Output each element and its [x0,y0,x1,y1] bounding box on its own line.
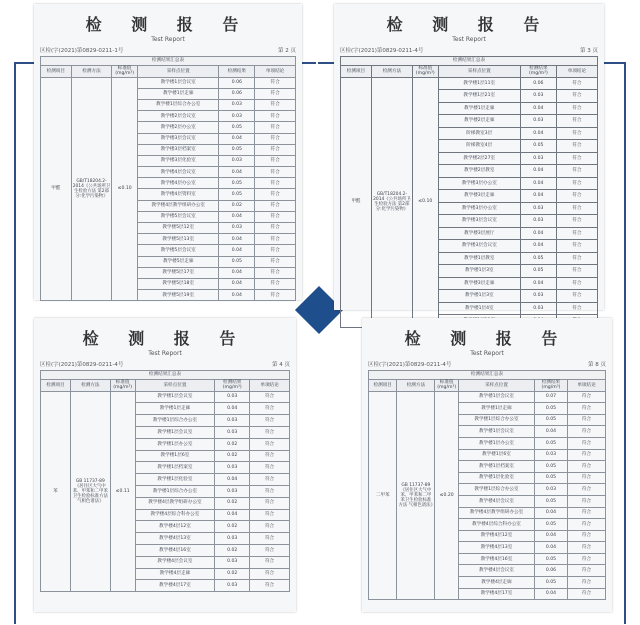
sampling-location-cell: 教学楼1层会议室 [459,426,535,438]
sampling-location-cell: 教学楼1层3室 [438,265,520,278]
results-table [340,56,598,328]
sampling-location-cell: 教学楼4层教学组研办公室 [459,507,535,519]
test-item-cell: 甲醛 [341,77,372,327]
conclusion-cell: 符合 [255,234,296,245]
sampling-location-cell: 教学楼1层会议室 [137,77,219,88]
sampling-location-cell: 教学楼3层走廊 [438,277,520,290]
conclusion-cell: 符合 [250,415,290,427]
sampling-location-cell: 教学楼4层12室 [459,530,535,542]
result-cell: 0.04 [534,426,567,438]
sampling-location-cell: 教学楼3层会议室 [438,215,520,228]
conclusion-cell: 符合 [556,77,597,90]
conclusion-cell: 符合 [568,472,606,484]
sampling-location-cell: 教学楼1层走廊 [137,88,219,99]
sampling-location-cell: 教学楼3层档案室 [137,144,219,155]
result-cell: 0.02 [215,450,250,462]
result-cell: 0.04 [219,267,255,278]
conclusion-cell: 符合 [568,530,606,542]
report-page [362,318,612,612]
result-cell: 0.05 [219,122,255,133]
report-number: 区检(字(2021)第0829-0211-1号 [40,48,124,54]
conclusion-cell: 符合 [556,152,597,165]
column-header: 采样点位置 [137,66,219,78]
conclusion-cell: 符合 [255,155,296,166]
conclusion-cell: 符合 [255,211,296,222]
sampling-location-cell: 教学楼5层会议室 [137,211,219,222]
sampling-location-cell: 教学楼1层档案室 [135,462,215,474]
sampling-location-cell: 教学楼4层会议室 [135,556,215,568]
report-title: 检 测 报 告 [82,329,248,348]
conclusion-cell: 符合 [255,200,296,211]
report-meta [334,43,604,55]
conclusion-cell: 符合 [250,426,290,438]
sampling-location-cell: 教学楼1层教室 [438,252,520,265]
conclusion-cell: 符合 [568,403,606,415]
result-cell: 0.04 [215,474,250,486]
column-header: 检测方法 [71,66,112,78]
report-meta [34,357,296,369]
sampling-location-cell: 教学楼3层走廊 [438,190,520,203]
column-header: 单项结论 [556,66,597,78]
report-meta [34,43,302,55]
conclusion-cell: 符合 [255,167,296,178]
result-cell: 0.03 [215,580,250,592]
sampling-location-cell: 教学楼4层综合科办公室 [459,519,535,531]
sampling-location-cell: 教学楼4层走廊 [135,568,215,580]
column-header: 单项结论 [250,380,290,392]
conclusion-cell: 符合 [568,542,606,554]
page-number: 第 4 页 [272,362,290,368]
sampling-location-cell: 教学楼4层教学组研办公室 [137,200,219,211]
report-number: 区检(字(2021)第0829-0211-4号 [368,362,452,368]
result-cell: 0.03 [534,449,567,461]
column-header: 检测结果(mg/m³) [534,380,567,392]
conclusion-cell: 符合 [556,277,597,290]
sampling-location-cell: 教学楼1层综合办公室 [137,99,219,110]
conclusion-cell: 符合 [568,449,606,461]
report-subtitle: Test Report [452,36,486,43]
sampling-location-cell: 教学楼4层会议室 [459,495,535,507]
result-cell: 0.04 [219,278,255,289]
column-header: 采样点位置 [438,66,520,78]
result-cell: 0.05 [534,495,567,507]
conclusion-cell: 符合 [568,507,606,519]
conclusion-cell: 符合 [250,474,290,486]
sampling-location-cell: 教学楼4层教学组研办公室 [135,497,215,509]
sampling-location-cell: 教学楼5层12室 [137,223,219,234]
test-item-cell: 甲醛 [41,77,72,301]
sampling-location-cell: 教学楼1层21室 [438,90,520,103]
result-cell: 0.06 [219,77,255,88]
conclusion-cell: 符合 [556,102,597,115]
conclusion-cell: 符合 [556,140,597,153]
sampling-location-cell: 教学楼4层会议室 [137,167,219,178]
result-cell: 0.03 [219,223,255,234]
sampling-location-cell: 教学楼3层办公室 [438,202,520,215]
conclusion-cell: 符合 [568,577,606,589]
sampling-location-cell: 教学楼4层16室 [135,544,215,556]
result-cell: 0.03 [215,415,250,427]
sampling-location-cell: 教学楼1层6室 [459,449,535,461]
sampling-location-cell: 教学楼3层化验室 [137,155,219,166]
result-cell: 0.05 [219,144,255,155]
column-header: 标准值(mg/m³) [110,380,135,392]
conclusion-cell: 符合 [556,252,597,265]
sampling-location-cell: 教学楼2层会议室 [137,111,219,122]
sampling-location-cell: 教学楼1层档案室 [459,461,535,473]
report-subtitle: Test Report [148,350,182,357]
page-number: 第 3 页 [580,48,598,54]
result-cell: 0.03 [215,391,250,403]
conclusion-cell: 符合 [250,403,290,415]
standard-value-cell: ≤0.10 [412,77,438,327]
conclusion-cell: 符合 [255,189,296,200]
result-cell: 0.05 [534,403,567,415]
standard-value-cell: ≤0.11 [110,391,135,592]
sampling-location-cell: 教学楼4层12室 [135,521,215,533]
result-cell: 0.04 [520,190,556,203]
result-cell: 0.05 [219,178,255,189]
result-cell: 0.05 [534,414,567,426]
sampling-location-cell: 教学楼1层会议室 [459,391,535,403]
table-caption: 检测结果汇总表 [41,371,290,380]
result-cell: 0.03 [215,426,250,438]
sampling-location-cell: 教学楼2层27室 [438,152,520,165]
conclusion-cell: 符合 [556,165,597,178]
conclusion-cell: 符合 [250,497,290,509]
sampling-location-cell: 教学楼1层化验室 [459,472,535,484]
result-cell: 0.05 [219,256,255,267]
report-number: 区检(字(2021)第0829-0211-4号 [340,48,424,54]
result-cell: 0.02 [215,568,250,580]
sampling-location-cell: 教学楼5层17室 [137,267,219,278]
result-cell: 0.04 [534,588,567,600]
conclusion-cell: 符合 [255,245,296,256]
result-cell: 0.03 [520,152,556,165]
conclusion-cell: 符合 [568,553,606,565]
test-item-cell: 二甲苯 [369,391,397,600]
sampling-location-cell: 教学楼5层走廊 [137,256,219,267]
sampling-location-cell: 教学楼1层11室 [438,77,520,90]
sampling-location-cell: 教学楼1层化验室 [135,474,215,486]
result-cell: 0.03 [219,111,255,122]
sampling-location-cell: 教学楼1层办公室 [459,437,535,449]
column-header: 采样点位置 [135,380,215,392]
sampling-location-cell: 教学楼4层资料室 [137,189,219,200]
result-cell: 0.05 [534,577,567,589]
conclusion-cell: 符合 [250,556,290,568]
result-cell: 0.03 [215,533,250,545]
result-cell: 0.05 [534,472,567,484]
result-cell: 0.02 [215,438,250,450]
result-cell: 0.04 [520,165,556,178]
conclusion-cell: 符合 [255,88,296,99]
table-row [369,391,606,403]
sampling-location-cell: 教学楼1层走廊 [135,403,215,415]
result-cell: 0.05 [534,437,567,449]
result-cell: 0.03 [215,485,250,497]
result-cell: 0.04 [219,167,255,178]
conclusion-cell: 符合 [250,462,290,474]
table-caption: 检测结果汇总表 [41,57,296,66]
conclusion-cell: 符合 [556,290,597,303]
result-cell: 0.04 [215,403,250,415]
sampling-location-cell: 教学楼4层会议室 [459,565,535,577]
column-header: 检测项目 [369,380,397,392]
conclusion-cell: 符合 [556,177,597,190]
column-header: 检测方法 [70,380,110,392]
result-cell: 0.03 [215,462,250,474]
table-caption: 检测结果汇总表 [369,371,606,380]
column-header: 单项结论 [568,380,606,392]
conclusion-cell: 符合 [255,111,296,122]
conclusion-cell: 符合 [556,127,597,140]
column-header: 检测方法 [371,66,412,78]
sampling-location-cell: 教学楼5层19室 [137,290,219,301]
conclusion-cell: 符合 [250,450,290,462]
result-cell: 0.04 [219,234,255,245]
result-cell: 0.05 [534,461,567,473]
sampling-location-cell: 教学楼4层综合科办公室 [135,509,215,521]
conclusion-cell: 符合 [250,438,290,450]
conclusion-cell: 符合 [568,588,606,600]
conclusion-cell: 符合 [255,267,296,278]
sampling-location-cell: 教学楼3层会议室 [438,240,520,253]
result-cell: 0.03 [534,484,567,496]
conclusion-cell: 符合 [556,202,597,215]
report-title: 检 测 报 告 [386,15,552,34]
result-cell: 0.03 [520,302,556,315]
result-cell: 0.05 [534,553,567,565]
conclusion-cell: 符合 [568,461,606,473]
report-page [34,4,302,300]
result-cell: 0.04 [520,102,556,115]
conclusion-cell: 符合 [556,240,597,253]
sampling-location-cell: 教学楼1层走廊 [438,102,520,115]
sampling-location-cell: 教学楼1层6室 [135,450,215,462]
sampling-location-cell: 教学楼4层17室 [459,588,535,600]
sampling-location-cell: 阶梯教室4层 [438,140,520,153]
result-cell: 0.02 [219,200,255,211]
column-header: 检测项目 [41,380,71,392]
results-table [368,370,606,600]
conclusion-cell: 符合 [255,223,296,234]
result-cell: 0.03 [219,99,255,110]
sampling-location-cell: 教学楼1层综合办公室 [135,415,215,427]
test-method-cell: GB 11737-89《居住区大气中苯、甲苯和二甲苯卫生检验标准方法 气相色谱法》 [70,391,110,592]
result-cell: 0.04 [534,507,567,519]
sampling-location-cell: 教学楼4层走廊 [459,577,535,589]
test-method-cell: GB/T18204.2-2014《公共场所卫生检验方法 第2部分:化学污染物》 [71,77,112,301]
conclusion-cell: 符合 [250,533,290,545]
column-header: 检测项目 [341,66,372,78]
page-number: 第 8 页 [588,362,606,368]
column-header: 采样点位置 [459,380,535,392]
result-cell: 0.04 [534,530,567,542]
sampling-location-cell: 教学楼4层办公室 [137,178,219,189]
conclusion-cell: 符合 [255,278,296,289]
sampling-location-cell: 教学楼1层会议室 [135,426,215,438]
sampling-location-cell: 教学楼1层会议室 [135,391,215,403]
result-cell: 0.05 [219,189,255,200]
result-cell: 0.03 [520,215,556,228]
result-cell: 0.04 [219,290,255,301]
column-header: 标准值(mg/m³) [412,66,438,78]
test-item-cell: 苯 [41,391,71,592]
sampling-location-cell: 教学楼4层17室 [135,580,215,592]
conclusion-cell: 符合 [255,256,296,267]
result-cell: 0.05 [520,265,556,278]
test-method-cell: GB 11737-89《居住区大气中苯、甲苯和二甲苯卫生检验标准方法 气相色谱法》 [397,391,435,600]
result-cell: 0.03 [215,556,250,568]
conclusion-cell: 符合 [568,414,606,426]
sampling-location-cell: 教学楼1层综合办公室 [135,485,215,497]
report-number: 区检(字(2021)第0829-0211-4号 [40,362,124,368]
result-cell: 0.03 [520,290,556,303]
results-table [40,56,296,301]
result-cell: 0.04 [219,133,255,144]
sampling-location-cell: 教学楼3层展厅 [438,227,520,240]
report-meta [362,357,612,369]
conclusion-cell: 符合 [568,495,606,507]
table-caption: 检测结果汇总表 [341,57,598,66]
conclusion-cell: 符合 [556,265,597,278]
sampling-location-cell: 教学楼4层13室 [459,542,535,554]
conclusion-cell: 符合 [556,90,597,103]
conclusion-cell: 符合 [556,115,597,128]
sampling-location-cell: 阶梯教室3层 [438,127,520,140]
result-cell: 0.02 [215,544,250,556]
sampling-location-cell: 教学楼5层13室 [137,234,219,245]
result-cell: 0.03 [219,155,255,166]
sampling-location-cell: 教学楼5层会议室 [137,245,219,256]
conclusion-cell: 符合 [568,519,606,531]
conclusion-cell: 符合 [255,99,296,110]
conclusion-cell: 符合 [568,484,606,496]
result-cell: 0.03 [520,115,556,128]
result-cell: 0.07 [534,391,567,403]
report-title: 检 测 报 告 [404,329,570,348]
sampling-location-cell: 教学楼2层教室 [438,165,520,178]
conclusion-cell: 符合 [250,568,290,580]
result-cell: 0.04 [520,277,556,290]
conclusion-cell: 符合 [255,178,296,189]
report-page [34,318,296,612]
column-header: 检测结果(mg/m³) [520,66,556,78]
conclusion-cell: 符合 [250,485,290,497]
table-row [341,77,598,90]
result-cell: 0.04 [215,509,250,521]
conclusion-cell: 符合 [255,133,296,144]
result-cell: 0.06 [520,77,556,90]
column-header: 检测结果(mg/m³) [215,380,250,392]
column-header: 检测方法 [397,380,435,392]
report-page [334,4,604,310]
result-cell: 0.03 [520,90,556,103]
result-cell: 0.04 [520,227,556,240]
report-subtitle: Test Report [470,350,504,357]
conclusion-cell: 符合 [556,227,597,240]
result-cell: 0.06 [219,88,255,99]
sampling-location-cell: 教学楼4层16室 [459,553,535,565]
conclusion-cell: 符合 [568,426,606,438]
result-cell: 0.05 [520,140,556,153]
conclusion-cell: 符合 [255,122,296,133]
conclusion-cell: 符合 [556,190,597,203]
sampling-location-cell: 教学楼1层3室 [438,290,520,303]
conclusion-cell: 符合 [255,144,296,155]
result-cell: 0.02 [215,521,250,533]
sampling-location-cell: 教学楼2层办公室 [137,122,219,133]
report-subtitle: Test Report [151,36,185,43]
result-cell: 0.04 [520,177,556,190]
sampling-location-cell: 教学楼3层办公室 [438,177,520,190]
result-cell: 0.04 [219,211,255,222]
conclusion-cell: 符合 [568,565,606,577]
sampling-location-cell: 教学楼1层综合办公室 [459,414,535,426]
conclusion-cell: 符合 [255,290,296,301]
sampling-location-cell: 教学楼2层走廊 [438,115,520,128]
table-row [41,391,290,403]
conclusion-cell: 符合 [250,509,290,521]
conclusion-cell: 符合 [568,391,606,403]
sampling-location-cell: 教学楼5层18室 [137,278,219,289]
result-cell: 0.06 [534,565,567,577]
sampling-location-cell: 教学楼1层走廊 [459,403,535,415]
standard-value-cell: ≤0.20 [435,391,459,600]
result-cell: 0.04 [219,245,255,256]
result-cell: 0.04 [520,127,556,140]
conclusion-cell: 符合 [556,215,597,228]
test-method-cell: GB/T18204.2-2014《公共场所卫生检验方法 第2部分:化学污染物》 [371,77,412,327]
conclusion-cell: 符合 [255,77,296,88]
results-table [40,370,290,592]
sampling-location-cell: 教学楼1层办公室 [135,438,215,450]
sampling-location-cell: 教学楼3层会议室 [137,133,219,144]
conclusion-cell: 符合 [250,580,290,592]
sampling-location-cell: 教学楼4层13室 [135,533,215,545]
column-header: 单项结论 [255,66,296,78]
conclusion-cell: 符合 [568,437,606,449]
result-cell: 0.05 [534,519,567,531]
page-number: 第 2 页 [278,48,296,54]
conclusion-cell: 符合 [250,544,290,556]
conclusion-cell: 符合 [250,391,290,403]
sampling-location-cell: 教学楼1层综合办公室 [459,484,535,496]
column-header: 检测结果 [219,66,255,78]
column-header: 标准值(mg/m³) [435,380,459,392]
result-cell: 0.04 [534,542,567,554]
standard-value-cell: ≤0.10 [112,77,138,301]
column-header: 标准值(mg/m³) [112,66,138,78]
report-title: 检 测 报 告 [85,15,251,34]
table-row [41,77,296,88]
conclusion-cell: 符合 [556,302,597,315]
column-header: 检测项目 [41,66,72,78]
result-cell: 0.04 [520,240,556,253]
result-cell: 0.05 [520,252,556,265]
sampling-location-cell: 教学楼1层4室 [438,302,520,315]
result-cell: 0.03 [520,202,556,215]
conclusion-cell: 符合 [250,521,290,533]
result-cell: 0.02 [215,497,250,509]
